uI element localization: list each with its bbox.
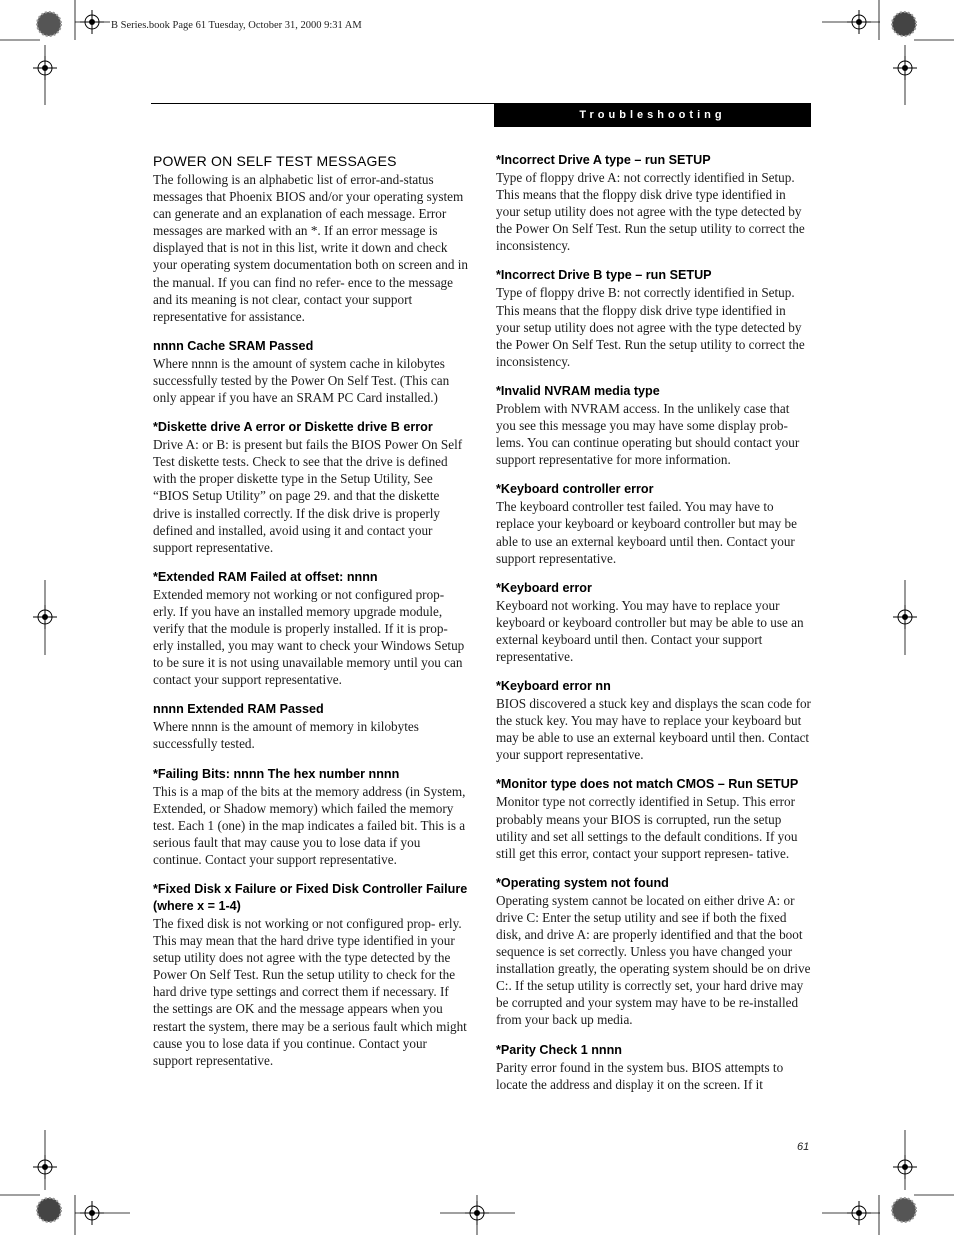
message-description: Type of floppy drive A: not correctly identified in Setup. This means that the floppy disk drive type identified in your setup utility does not agree with the type detected by the Power On Self Test. Run the setup utility to correct the inconsistency.	[496, 170, 805, 254]
message-entry	[496, 383, 811, 468]
message-description: Parity error found in the system bus. BIOS attempts to locate the address and display it on the screen. If it	[496, 1059, 784, 1092]
message-entry	[153, 419, 468, 556]
running-header	[494, 103, 811, 127]
message-entry	[153, 338, 468, 406]
message-description: Problem with NVRAM access. In the unlikely case that you see this message you may have some display prob- lems. You can continue operating but should contact your support representative for more information.	[496, 400, 800, 468]
message-entry	[496, 267, 811, 369]
message-entry	[496, 152, 811, 254]
section-title: POWER ON SELF TEST MESSAGES	[153, 153, 397, 169]
message-description: Extended memory not working or not configured prop- erly. If you have an installed memory upgrade module, verify that the module is properly installed. If it is prop- erly installed, you may want to check your Windows Setup to be sure it is not using unavailable memory until you can contact your support representative.	[153, 586, 465, 688]
message-title: *Operating system not found	[496, 875, 669, 890]
intro-paragraph: The following is an alphabetic list of error-and-status messages that Phoenix BIOS and/or your operating system can generate and an explanation of each message. Error messages are marked with an *. If an error message is displayed that is not in this list, write it down and check your operating system documentation both on screen and in the manual. If you can find no refer- ence to the message and its meaning is not clear, contact your support representative for assistance.	[153, 172, 468, 324]
message-title: *Fixed Disk x Failure or Fixed Disk Controller Failure (where x = 1-4)	[153, 882, 468, 913]
message-entry	[153, 881, 468, 1069]
message-entry	[153, 569, 468, 689]
message-description: Type of floppy drive B: not correctly identified in Setup. This means that the floppy disk drive type identified in your setup utility does not agree with the type detected by the Power On Self Test. Run the setup utility to correct the inconsistency.	[496, 285, 805, 369]
message-title: nnnn Extended RAM Passed	[153, 702, 324, 717]
message-description: Where nnnn is the amount of memory in kilobytes successfully tested.	[153, 719, 419, 752]
message-description: The fixed disk is not working or not configured prop- erly. This may mean that the hard drive type identified in your setup utility does not agree with the type detected by the Power On Self Test. Run the setup utility to check for the hard drive type settings and correct them if necessary. If the settings are OK and the message appears when you restart the system, there may be a serious fault which might cause you to lose data if you continue. Contact your support representative.	[153, 916, 467, 1068]
message-entry	[496, 580, 811, 665]
message-title: *Extended RAM Failed at offset: nnnn	[153, 569, 378, 584]
message-title: *Incorrect Drive B type – run SETUP	[496, 268, 712, 283]
right-column	[496, 152, 811, 1106]
message-entry	[496, 776, 811, 861]
header-rule	[151, 103, 494, 104]
message-title: *Diskette drive A error or Diskette drive B error	[153, 420, 433, 435]
message-entry	[153, 701, 468, 752]
message-title: *Keyboard controller error	[496, 482, 654, 497]
message-entry	[153, 766, 468, 868]
message-title: *Incorrect Drive A type – run SETUP	[496, 153, 711, 167]
running-header-label: Troubleshooting	[579, 109, 726, 121]
message-description: Drive A: or B: is present but fails the BIOS Power On Self Test diskette tests. Check to see that the drive is defined with the proper diskette type in the Setup Utility, See “BIOS Setup Utility” on page 29. and that the diskette drive is installed correctly. If the disk drive is properly defined and installed, avoid using it and contact your support representative.	[153, 437, 463, 555]
message-title: *Invalid NVRAM media type	[496, 383, 660, 398]
message-title: nnnn Cache SRAM Passed	[153, 338, 314, 353]
message-entry	[496, 875, 811, 1029]
message-title: *Keyboard error nn	[496, 679, 611, 694]
message-title: *Monitor type does not match CMOS – Run SETUP	[496, 777, 799, 792]
message-entry	[496, 678, 811, 763]
message-description: Monitor type not correctly identified in Setup. This error probably means your BIOS is corrupted, run the setup utility and set all settings to the default conditions. If you still get this error, contact your support represen- tative.	[496, 794, 798, 861]
message-description: The keyboard controller test failed. You may have to replace your keyboard or keyboard controller but may be able to use an external keyboard until then. Contact your support representative.	[496, 499, 797, 566]
right-entries	[496, 152, 811, 1093]
print-slug: B Series.book Page 61 Tuesday, October 31, 2000 9:31 AM	[111, 20, 362, 31]
message-description: Keyboard not working. You may have to replace your keyboard or keyboard controller but may be able to use an external keyboard until then. Contact your support representative.	[496, 597, 804, 664]
left-entries	[153, 338, 468, 1069]
message-title: *Failing Bits: nnnn The hex number nnnn	[153, 766, 400, 781]
message-description: BIOS discovered a stuck key and displays the scan code for the stuck key. You may have to replace your keyboard but may be able to use an external keyboard until then. Contact your support representative.	[496, 696, 811, 763]
message-entry	[496, 1042, 811, 1093]
message-description: Operating system cannot be located on either drive A: or drive C: Enter the setup utility and see if both the fixed disk, and drive A: are properly identified and that the boot sequence is set correctly. Unless you have changed your installation greatly, the operating system should be on drive C:. If the setup utility is correctly set, your hard drive may be corrupted and your system may have to be re-installed from your back up media.	[496, 892, 811, 1028]
message-entry	[496, 481, 811, 566]
message-title: *Parity Check 1 nnnn	[496, 1042, 622, 1057]
message-description: This is a map of the bits at the memory address (in System, Extended, or Shadow memory) which failed the memory test. Each 1 (one) in the map indicates a failed bit. This is a serious fault that may cause you to lose data if you continue. Contact your support representative.	[153, 783, 466, 867]
page-number: 61	[797, 1141, 810, 1153]
message-description: Where nnnn is the amount of system cache in kilobytes successfully tested by the Power On Self Test. (This can only appear if you have an SRAM PC Card installed.)	[153, 355, 450, 406]
message-title: *Keyboard error	[496, 580, 592, 595]
left-column	[153, 152, 468, 1082]
